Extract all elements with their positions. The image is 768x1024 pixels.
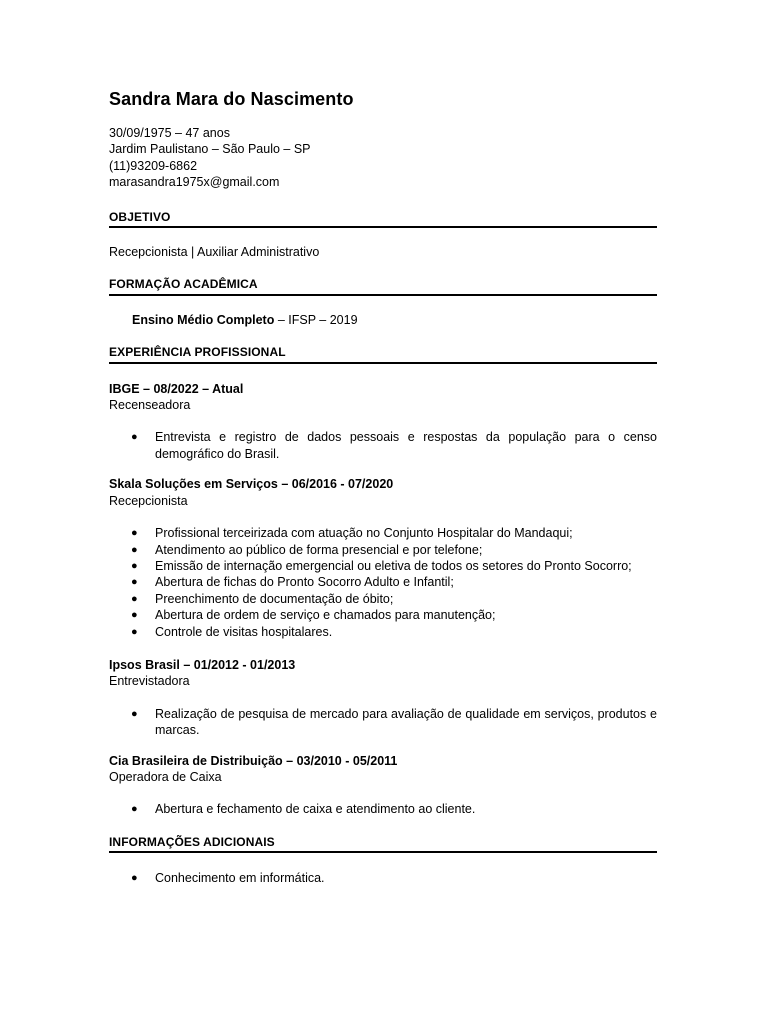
bullet-icon: ● xyxy=(131,559,138,572)
section-title-experiencia: EXPERIÊNCIA PROFISSIONAL xyxy=(109,344,657,363)
phone: (11)93209-6862 xyxy=(109,158,198,173)
section-title-objetivo: OBJETIVO xyxy=(109,209,657,228)
bullet-icon: ● xyxy=(131,609,138,622)
job-title: Skala Soluções em Serviços – 06/2016 - 07/2020 xyxy=(109,477,394,492)
bullet-icon: ● xyxy=(131,872,138,885)
job-role: Recenseadora xyxy=(109,398,191,413)
bullet-item: ● Atendimento ao público de forma presencial e por telefone; xyxy=(131,542,483,557)
formacao-details: – IFSP – 2019 xyxy=(274,312,358,327)
bullet-item: ● Abertura de ordem de serviço e chamados para manutenção; xyxy=(131,608,496,623)
contact-block xyxy=(109,125,657,191)
adicionais-bullets xyxy=(109,870,657,886)
bullet-icon: ● xyxy=(131,431,138,444)
job-bullets xyxy=(109,706,657,739)
resume-page xyxy=(109,88,657,887)
bullet-icon: ● xyxy=(131,803,138,816)
bullet-item: ● Emissão de internação emergencial ou eletiva de todos os setores do Pronto Socorro; xyxy=(131,558,632,573)
email: marasandra1975x@gmail.com xyxy=(109,175,280,190)
job-entry xyxy=(109,476,657,640)
job-role: Operadora de Caixa xyxy=(109,769,222,784)
bullet-item: ● Abertura de fichas do Pronto Socorro Adulto e Infantil; xyxy=(131,575,454,590)
job-entry xyxy=(109,381,657,463)
job-title: IBGE – 08/2022 – Atual xyxy=(109,381,244,396)
address: Jardim Paulistano – São Paulo – SP xyxy=(109,142,311,157)
birth-date: 30/09/1975 – 47 anos xyxy=(109,126,230,140)
bullet-item: ● Abertura e fechamento de caixa e atendimento ao cliente. xyxy=(131,802,476,817)
bullet-item: ● Controle de visitas hospitalares. xyxy=(131,624,333,639)
job-role: Recepcionista xyxy=(109,493,188,508)
job-bullets xyxy=(109,429,657,462)
job-title: Cia Brasileira de Distribuição – 03/2010 - 05/2011 xyxy=(109,753,398,768)
bullet-icon: ● xyxy=(131,592,138,605)
bullet-icon: ● xyxy=(131,576,138,589)
bullet-icon: ● xyxy=(131,527,138,540)
bullet-icon: ● xyxy=(131,707,138,720)
bullet-item: ● Conhecimento em informática. xyxy=(131,871,325,886)
objetivo-text: Recepcionista | Auxiliar Administrativo xyxy=(109,245,320,260)
job-entry xyxy=(109,657,657,739)
job-entry xyxy=(109,753,657,818)
job-bullets xyxy=(109,801,657,817)
bullet-item: ● Profissional terceirizada com atuação no Conjunto Hospitalar do Mandaqui; xyxy=(131,526,573,541)
job-bullets xyxy=(109,525,657,640)
formacao-entry xyxy=(109,312,657,328)
section-title-adicionais: INFORMAÇÕES ADICIONAIS xyxy=(109,834,657,853)
bullet-icon: ● xyxy=(131,543,138,556)
bullet-item: ● Realização de pesquisa de mercado para avaliação de qualidade em serviços, produtos e marcas. xyxy=(131,706,657,738)
section-title-formacao: FORMAÇÃO ACADÊMICA xyxy=(109,276,657,295)
bullet-item: ● Entrevista e registro de dados pessoais e respostas da população para o censo demográfico do Brasil. xyxy=(131,430,657,461)
job-role: Entrevistadora xyxy=(109,674,190,689)
candidate-name: Sandra Mara do Nascimento xyxy=(109,89,354,109)
bullet-icon: ● xyxy=(131,625,138,638)
formacao-degree: Ensino Médio Completo xyxy=(132,312,275,327)
job-title: Ipsos Brasil – 01/2012 - 01/2013 xyxy=(109,657,296,672)
bullet-item: ● Preenchimento de documentação de óbito; xyxy=(131,591,394,606)
